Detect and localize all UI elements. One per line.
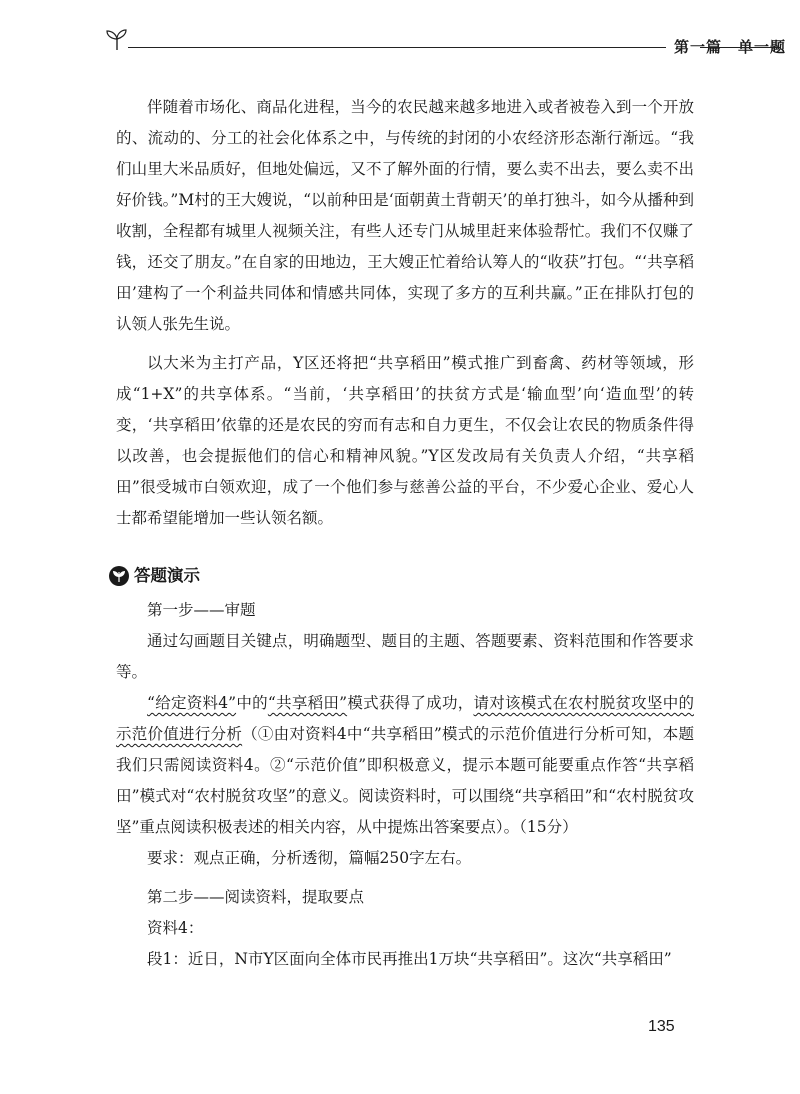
section-heading [108,560,694,591]
sprout-icon [104,26,130,52]
material-label: 资料4： [147,919,204,937]
page-number: 135 [648,1018,675,1035]
leaf-badge-icon [108,565,130,587]
page-content [116,92,694,975]
question-part-task: 请对该模式在农村脱贫攻坚中的示范价值进行分析 [116,694,694,743]
question-part-in: 中的 [236,694,268,712]
header-rule-right [700,47,780,48]
header-rule-left [128,47,666,48]
question-part-keyword: “共享稻田” [267,694,348,712]
chapter-title: 第一篇 单一题 [674,38,787,56]
question-part-material: “给定资料4” [147,694,237,712]
question-part-success: 模式获得了成功， [347,694,474,712]
material-paragraph-1: 段1：近日，N市Y区面向全体市民再推出1万块“共享稻田”。这次“共享稻田” [147,950,672,968]
question-part-note: （①由对资料4中“共享稻田”模式的示范价值进行分析可知，本题我们只需阅读资料4。②“示范价值”即积极意义，提示本题可能要重点作答“共享稻田”模式对“农村脱贫攻坚”的意义。阅读资料时，可以围绕“共享稻田”和“农村脱贫攻坚”重点阅读积极表述的相关内容，从中提炼出答案要点）。（15分） [116,725,694,836]
paragraph-1: 伴随着市场化、商品化进程，当今的农民越来越多地进入或者被卷入到一个开放的、流动的、分工的社会化体系之中，与传统的封闭的小农经济形态渐行渐远。“我们山里大米品质好，但地处偏远，又不了解外面的行情，要么卖不出去，要么卖不出好价钱。”M村的王大嫂说，“以前种田是‘面朝黄土背朝天’的单打独斗，如今从播种到收割，全程都有城里人视频关注，有些人还专门从城里赶来体验帮忙。我们不仅赚了钱，还交了朋友。”在自家的田地边，王大嫂正忙着给认筹人的“收获”打包。“‘共享稻田’建构了一个利益共同体和情感共同体，实现了多方的互利共赢。”正在排队打包的认领人张先生说。 [116,98,694,333]
paragraph-2: 以大米为主打产品，Y区还将把“共享稻田”模式推广到畜禽、药材等领域，形成“1+X”的共享体系。“当前，‘共享稻田’的扶贫方式是‘输血型’向‘造血型’的转变，‘共享稻田’依靠的还是农民的穷而有志和自力更生，不仅会让农民的物质条件得以改善，也会提振他们的信心和精神风貌。”Y区发改局有关负责人介绍，“共享稻田”很受城市白领欢迎，成了一个他们参与慈善公益的平台，不少爱心企业、爱心人士都希望能增加一些认领名额。 [116,354,694,527]
step2-title: 第二步——阅读资料，提取要点 [147,888,365,906]
section-heading-text: 答题演示 [134,566,200,585]
step1-title: 第一步——审题 [147,601,256,619]
requirement-text: 要求：观点正确，分析透彻，篇幅250字左右。 [147,849,472,867]
question-text [116,688,694,843]
step1-text: 通过勾画题目关键点，明确题型、题目的主题、答题要素、资料范围和作答要求等。 [116,632,694,681]
page-header [104,26,787,56]
